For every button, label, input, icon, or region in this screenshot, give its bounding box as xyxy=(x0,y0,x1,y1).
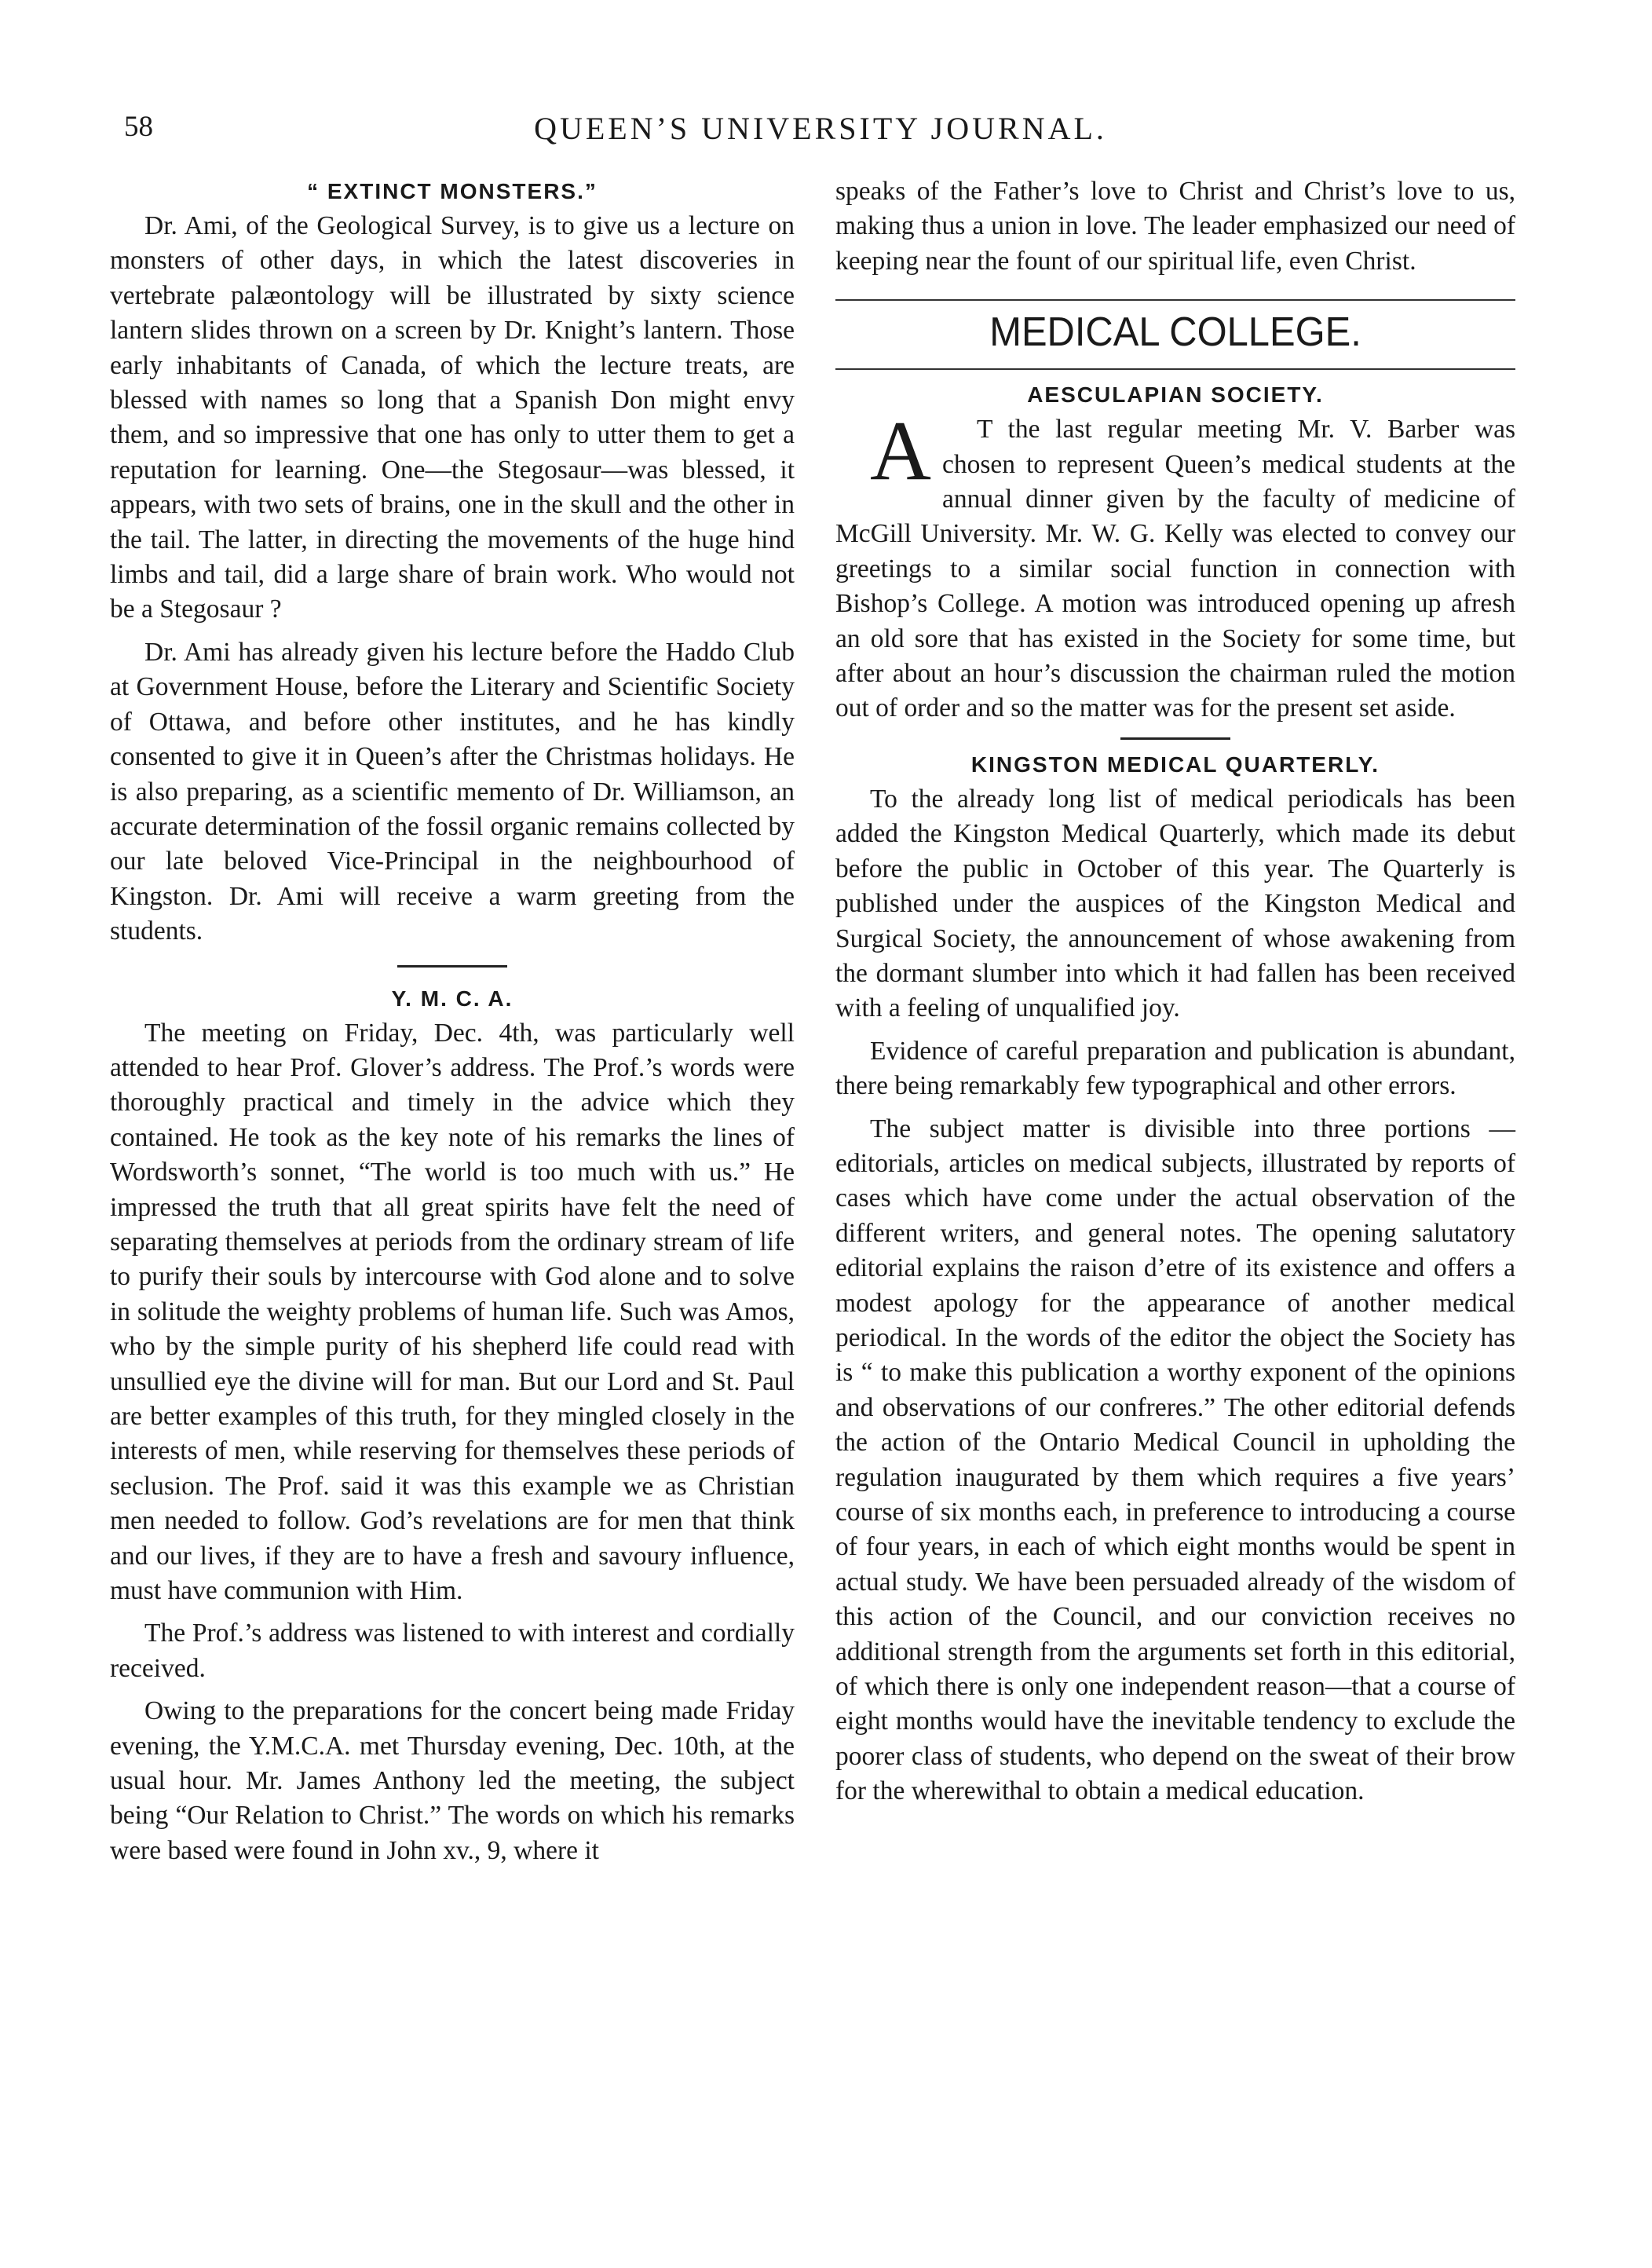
aesculapian-heading: AESCULAPIAN SOCIETY. xyxy=(1027,382,1324,408)
extinct-monsters-paragraph-2: Dr. Ami has already given his lecture before the Haddo Club at Government House, before the Literary and Scientific Society of Ottawa, and before other institutes, and he has kindly consented to give it in Queen’s after the Christmas holidays. He is also preparing, as a scientific memento of Dr. Williamson, an accurate determination of the fossil organic remains collected by our late beloved Vice-Principal in the neighbourhood of Kingston. Dr. Ami will receive a warm greeting from the students. xyxy=(110,637,795,946)
aesculapian-text: T the last regular meeting Mr. V. Barber was chosen to represent Queen’s medical students at the annual dinner given by the faculty of medicine of McGill University. Mr. W. G. Kelly was elected to convey our greetings to a similar social function in connection with Bishop’s College. A motion was introduced opening up afresh an old sore that has existed in the Society for some time, but after about an hour’s discussion the chairman ruled the motion out of order and so the matter was for the present set aside. xyxy=(835,415,1515,723)
page-header xyxy=(118,110,1523,157)
page-number: 58 xyxy=(124,111,153,143)
ymca-paragraph-1: The meeting on Friday, Dec. 4th, was particularly well attended to hear Prof. Glover’s address. The Prof.’s words were thoroughly practical and timely in the advice which they contained. He took as the key note of his remarks the lines of Wordsworth’s sonnet, “The world is too much with us.” He impressed the truth that all great spirits have felt the need of separating themselves at periods from the ordinary stream of life to purify their souls by intercourse with God alone and to solve in solitude the weighty problems of human life. Such was Amos, who by the simple purity of his shepherd life could read with unsullied eye the divine will for man. But our Lord and St. Paul are better examples of this truth, for they mingled closely in the interests of men, while reserving for themselves these periods of seclusion. The Prof. said it was this example we as Christian men needed to follow. God’s revelations are for men that think and our lives, if they are to have a fresh and savoury influence, must have communion with Him. xyxy=(110,1018,795,1606)
journal-title: QUEEN’S UNIVERSITY JOURNAL. xyxy=(534,111,1107,146)
ymca-continuation-paragraph: speaks of the Father’s love to Christ and Christ’s love to us, making thus a union in love. The leader emphasized our need of keeping near the fount of our spiritual life, even Christ. xyxy=(835,177,1515,276)
left-column xyxy=(110,174,795,1868)
ymca-paragraph-2: The Prof.’s address was listened to with interest and cordially received. xyxy=(110,1619,795,1683)
kmq-paragraph-1: To the already long list of medical periodicals has been added the Kingston Medical Quarterly, which made its debut before the public in October of this year. The Quarterly is published under the auspices of the Kingston Medical and Surgical Society, the announcement of whose awakening from the dormant slumber into which it had fallen has been received with a feeling of unqualified joy. xyxy=(835,784,1515,1023)
right-column xyxy=(835,174,1515,1809)
department-title: MEDICAL COLLEGE. xyxy=(989,309,1361,356)
drop-cap: A xyxy=(870,404,931,499)
kmq-paragraph-2: Evidence of careful preparation and publication is abundant, there being remarkably few typographical and other errors. xyxy=(835,1036,1515,1101)
extinct-monsters-heading: “ EXTINCT MONSTERS.” xyxy=(307,179,598,203)
aesculapian-paragraph xyxy=(835,404,1515,726)
extinct-monsters-paragraph-1: Dr. Ami, of the Geological Survey, is to give us a lecture on monsters of other days, in which the latest discoveries in vertebrate palæontology will be illustrated by sixty science lantern slides thrown on a screen by Dr. Knight’s lantern. Those early inhabitants of Canada, of which the lecture treats, are blessed with names so long that a Spanish Don might envy them, and so impressive that one has only to utter them to get a reputation for learning. One—the Stegosaur—was blessed, it appears, with two sets of brains, one in the skull and the other in the tail. The latter, in directing the movements of the huge hind limbs and tail, did a large share of brain work. Who would not be a Stegosaur ? xyxy=(110,211,795,624)
ymca-heading: Y. M. C. A. xyxy=(391,986,514,1011)
department-rule-bottom xyxy=(835,368,1515,370)
ymca-paragraph-3: Owing to the preparations for the concert being made Friday evening, the Y.M.C.A. met Thursday evening, Dec. 10th, at the usual hour. Mr. James Anthony led the meeting, the subject being “Our Relation to Christ.” The words on which his remarks were based were found in John xv., 9, where it xyxy=(110,1696,795,1865)
kingston-medical-quarterly-heading: KINGSTON MEDICAL QUARTERLY. xyxy=(970,752,1380,777)
kmq-paragraph-3: The subject matter is divisible into three portions —editorials, articles on medical subjects, illustrated by reports of cases which have come under the actual observation of the different writers, and general notes. The opening salutatory editorial explains the raison d’etre of its existence and offers a modest apology for the appearance of another medical periodical. In the words of the editor the object the Society has is “ to make this publication a worthy exponent of the opinions and observations of our confreres.” The other editorial defends the action of the Ontario Medical Council in upholding the regulation inaugurated by them which requires a five years’ course of six months each, in preference to introducing a course of four years, in each of which eight months would be spent in actual study. We have been persuaded already of the wisdom of this action of the Council, and our conviction receives no additional strength from the arguments set forth in this editorial, of which there is only one independent reason—that a course of eight months would have the inevitable tendency to exclude the poorer class of students, who depend on the sweat of their brow for the wherewithal to obtain a medical education. xyxy=(835,1114,1515,1806)
